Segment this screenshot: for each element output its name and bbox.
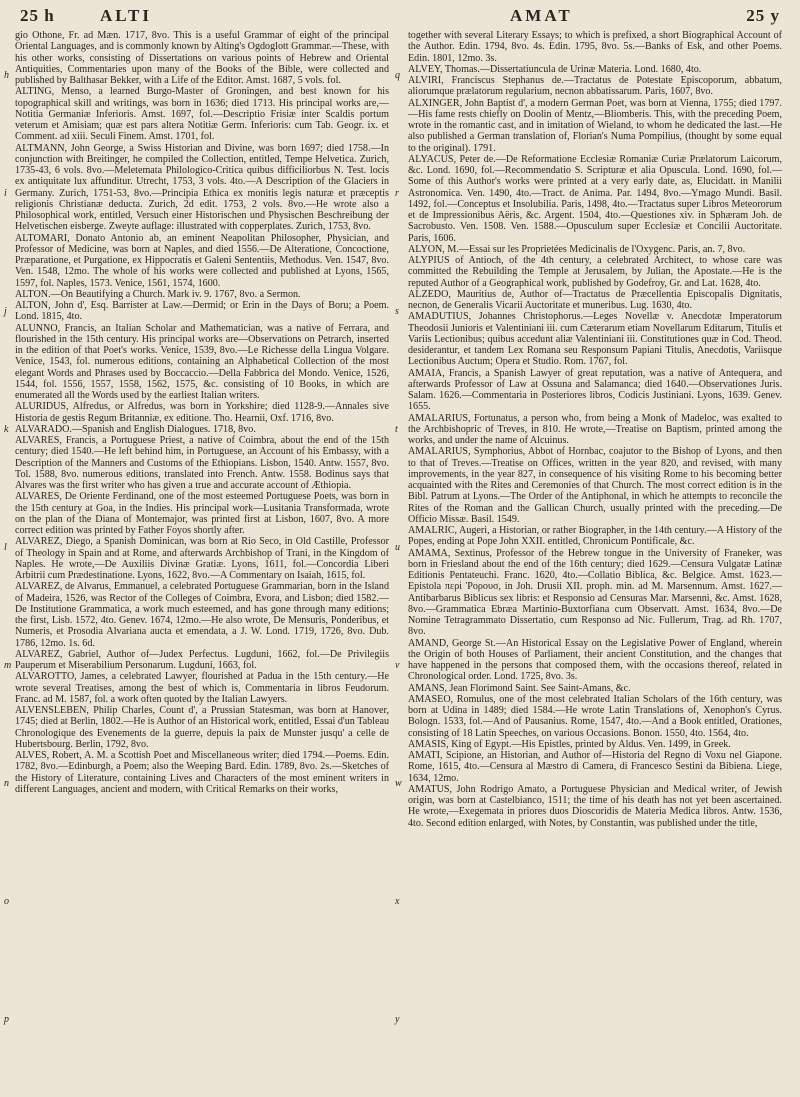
entry-paragraph: ALVARES, Francis, a Portuguese Priest, a native of Coimbra, about the end of the 15th century; died 1540.—He left behind him, in Portuguese, an Account of his Embassy, with a Description of the Manners and Customs of the Ethiopians. Lisbon, 1540. Antw. 1557, 8vo. Tol. 1588, 8vo. numerous editions, translated into French. Antw. 1558. Bodinus says that Alvares was the first writer who has given a true and accurate account of Æthiopia. [15,435,389,491]
entry-paragraph: AMANS, Jean Florimond Saint. See Saint-Amans, &c. [408,682,631,694]
entry-paragraph: ALTON.—On Beautifying a Church. Mark iv. 9. 1767, 8vo. a Sermon. [15,288,301,300]
left-margin-signature-letters [4,0,14,1097]
entry-paragraph: ALUNNO, Francis, an Italian Scholar and Mathematician, was a native of Ferrara, and flourished in the 15th century. His principal works are—Observations on Petrarch, inserted in the edition of that Poet's works. Venice, 1539, 8vo.—Le Richesse della Lingua Volgare. Venice, 1543, fol. numerous editions, containing an Alphabetical Collection of the most elegant Words and Phrases used by Boccaccio.—Della Fabbrica del Mondo. Venice, 1526, 1544, fol. 1556, 1557, 1558, 1562, 1575, &c. consisting of 10 Books, in which are enumerated all the Words used by the earliest Italian writers. [15,322,389,401]
margin-letter: h [4,70,9,81]
running-title-left: ALTI [100,6,153,25]
entry-paragraph: ALYPIUS of Antioch, of the 4th century, a celebrated Architect, to whose care was committed the Rebuilding the Temple at Jerusalem, by Julian, the Apostate.—He is the reputed Author of a Geographical work, published by Godefroy, Gr. and Lat. 1628, 4to. [408,255,782,289]
entry-paragraph: ALTOMARI, Donato Antonio ab, an eminent Neapolitan Philosopher, Physician, and Professor of Medicine, was born at Naples, and died 1556.—De Alteratione, Concoctione, Præparatione, et Purgatione, ex Hippocratis et Galeni Sententiis, Methodus. Ven. 1547, 8vo. Ven. 1548, 12mo. The whole of his works were collected and published at Lyons, 1565, 1597, fol. Naples, 1573. Venice, 1561, 1574, 1600. [15,232,389,289]
margin-letter: n [4,778,9,789]
entry-paragraph: ALVAREZ, Diego, a Spanish Dominican, was born at Rio Seco, in Old Castille, Professor of Theology in Spain and at Rome, and afterwards Archbishop of Trani, in the Kingdom of Naples. He wrote,—De Auxiliis Divinæ Gratiæ. Lyons, 1611, fol.—Concordia Liberi Arbitrii cum Prædestinatione. Lyons, 1622, 8vo.—A Commentary on Isaiah, 1615, fol. [15,536,389,581]
entry-paragraph: AMAND, George St.—An Historical Essay on the Legislative Power of England, wherein the Origin of both Houses of Parliament, their ancient Constitution, and the changes that have happened in the persons that composed them, with the occasions thereof, related in Chronological order. Lond. 1725, 8vo. 3s. [408,637,782,683]
margin-letter: m [4,660,12,671]
margin-letter: r [395,188,399,199]
entry-paragraph: ALVIRI, Franciscus Stephanus de.—Tractatus de Potestate Episcoporum, abbatum, aliorumque prælatorum regularium, necnon abbatissarum. Paris, 1607, 8vo. [408,75,782,98]
entry-paragraph: AMALARIUS, Fortunatus, a person who, from being a Monk of Madeloc, was exalted to the Archbishopric of Treves, in 810. He wrote,—Treatise on Baptism, printed among the works, and under the name of Alcuinus. [408,412,782,446]
margin-letter: s [395,306,399,317]
entry-paragraph: ALVAREZ, de Alvarus, Emmanuel, a celebrated Portuguese Grammarian, born in the Island of Madeira, 1526, was Rector of the Colleges of Coimbra, Evora, and Lisbon; died 1582.—De Institutione Grammatica, a work much esteemed, and has gone through many editions; the first, Lisb. 1572, 4to. Genev. 1674, 12mo.—He also wrote, De Mensuris, Ponderibus, et Numeris, et Prosodia Alvariana aucta et emendata, a J. W. Lond. 1719, 1726, 8vo. Dub. 1786, 12mo. 1s. 6d. [15,581,389,649]
entry-paragraph: ALTMANN, John George, a Swiss Historian and Divine, was born 1697; died 1758.—In conjunction with Breitinger, he compiled the Collection, entitled, Tempe Helvetica. Zurich, 1735-43, 6 vols. 8vo.—Meletemata Philologico-Critica quibus difficiliorbus N. Test. locis ex antiquitate lux affunditur. Utrecht, 1753, 3 vols. 4to.—A Description of the Glaciers in Germany. Zurich, 1751-53, 8vo.—Principia Ethica ex monitis legis naturæ et præceptis religionis Christianæ deducta. Zurich, 2d edit. 1753, 2 vols. 8vo.—He wrote also a Philosophical work, entitled, Versuch einer Historischen und Physischen Beschreibung der Helvetischen eisberge. Zweyte auflage: illustrated with copperplates. Zurich, 1753, 8vo. [15,142,389,233]
entry-paragraph: AMALARIUS, Symphorius, Abbot of Hornbac, coajutor to the Bishop of Lyons, and then to that of Treves.—Treatise on Offices, written in the year 820, and revised, with many improvements, in the year 827, in consequence of his visiting Rome to his becoming better acquainted with the Rites and Ceremonies of that Church. The most correct edition is in the Bibl. Patrum at Lyons.—The Order of the Antiphonal, in which he attempts to reconcile the Rites of the Roman and the Gallican Church, usually printed with the preceding.—De Officio Missæ. Basil. 1549. [408,446,782,525]
margin-letter: p [4,1014,9,1025]
entry-paragraph: AMALRIC, Augeri, a Historian, or rather Biographer, in the 14th century.—A History of the Popes, ending at Pope John XXII. entitled, Chronicum Pontificale, &c. [408,525,782,548]
page-number-left: 25 h [20,6,55,25]
entry-paragraph: ALYACUS, Peter de.—De Reformatione Ecclesiæ Romaniæ Curiæ Prælatorum Laicorum, &c. Lond. 1690, fol.—Recommendatio S. Scripturæ et alia Opuscula. Lond. 1690, fol.—Some of this Author's works were printed at a very early date, as, Elucidatt. in Manilii Astronomica. Ven. 1490, 4to.—Tract. de Anima. Par. 1494, 8vo.—Ymago Mundi. Basil. 1492, fol.—Conceptus et Insolubilia. Paris, 1498, 4to.—Tractatus super Libros Meteororum et de Impressionibus Aëris, &c. Argent. 1504, 4to.—Questiones xiv. in Sphæram Joh. de Sacrobusto. Ven. 1508. Ven. 1588.—Opusculum super Ecclesiæ et Concilii Auctoritate. Paris, 1606. [408,153,782,244]
entry-paragraph: ALVENSLEBEN, Philip Charles, Count d', a Prussian Statesman, was born at Hanover, 1745; died at Berlin, 1802.—He is Author of an Historical work, entitled, Essai d'un Tableau Chronologique des Evenements de la guerre, depuis la paix de Munster jusqu' a celle de Hubertsbourg. Berlin, 1792, 8vo. [15,705,389,750]
margin-letter: w [395,778,402,789]
entry-paragraph: ALYON, M.—Essai sur les Proprietées Medicinalis de l'Oxygenc. Paris, an. 7, 8vo. [408,243,746,255]
entry-paragraph: ALTON, John d', Esq. Barrister at Law.—Dermid; or Erin in the Days of Boru; a Poem. Lond. 1815, 4to. [15,300,389,323]
margin-letter: y [395,1014,400,1025]
entry-paragraph: gio Othone, Fr. ad Mæn. 1717, 8vo. This is a useful Grammar of eight of the principal Oriental Languages, and is commonly known by Alting's Ogdoglott Grammar.—These, with his other works, consisting of Dissertations on various points of Hebrew and Oriental Antiquities, Commentaries upon many of the Books of the Bible, were collected and published by Balthasar Bekker, with a Life of the Editor. Amst. 1687, 5 vols. fol. [15,30,389,86]
right-column [408,30,782,1090]
entry-paragraph: AMATUS, John Rodrigo Amato, a Portuguese Physician and Medical writer, of Jewish origin, was born at Castelbianco, 1511; the time of his death has not yet been ascertained. He wrote,—Exegemata in priores duos Dioscoridis de Materia Medica libros. Antw. 1536, 4to. Second edition enlarged, with Notes, by Constantin, was published under the title, [408,783,782,829]
right-margin-signature-letters [395,0,405,1097]
entry-paragraph: ALXINGER, John Baptist d', a modern German Poet, was born at Vienna, 1755; died 1797.—His fame rests chiefly on Doolin of Mentz,—Bliomberis. This, with the preceding Poem, wrote in the romantic cast, and in imitation of Wieland, to whom he dedicated the last.—He also published a German translation of, Florian's Numa Pompilius, (thought by some equal to the original). 1791. [408,97,782,154]
entry-paragraph: ALVARADO.—Spanish and English Dialogues. 1718, 8vo. [15,423,256,435]
margin-letter: t [395,424,398,435]
margin-letter: o [4,896,9,907]
margin-letter: j [4,306,7,317]
entry-paragraph: AMADUTIUS, Johannes Christophorus.—Leges Novellæ v. Anecdotæ Imperatorum Theodosii Junioris et Valentiniani iii. cum Cæterarum etiam Novellarum Editarum, Titulis et Variis Lectionibus; quibus accedunt aliæ Valentiniani iii. Constitutiones quæ in Cod. Theod. desiderantur, et tandem Lex Romana seu Responsum Papiani Titulis, Anecdotis, Variisque Lectionibus Auctum; Opera et Studio. Rom. 1767, fol. [408,311,782,368]
margin-letter: k [4,424,9,435]
entry-paragraph: AMATI, Scipione, an Historian, and Author of—Historia del Regno di Voxu nel Giapone. Rome, 1615, 4to.—Censura al Mæstro di Camera, di Francesco Sestini da Bibiena. Liege, 1634, 12mo. [408,750,782,784]
entry-paragraph: AMASIS, King of Egypt.—His Epistles, printed by Aldus. Ven. 1499, in Greek. [408,738,731,750]
margin-letter: x [395,896,400,907]
entry-paragraph: ALZEDO, Mauritius de, Author of—Tractatus de Præcellentia Episcopalis Dignitatis, necnon, de Generalis Vicarii Auctoritate et muneribus. Lug. 1630, 4to. [408,288,782,311]
page-number-right: 25 y [746,6,780,25]
entry-paragraph: ALTING, Menso, a learned Burgo-Master of Groningen, and best known for his topographical skill and writings, was born in 1636; died 1713. His principal works are,—Notitia Germaniæ Inferioris. Amst. 1697, fol.—Descriptio Frisiæ inter Scaldis portum veterum et Amisiam; quæ est pars altera Notitiæ Germ. Inferioris: cum Tab. Geogr. ix. et Comment. ad xiii. Seculi Finem. Amst. 1701, fol. [15,86,389,143]
margin-letter: l [4,542,7,553]
entry-paragraph: AMASEO, Romulus, one of the most celebrated Italian Scholars of the 16th century, was born at Udina in 1489; died 1584.—He wrote Latin Translations of, Xenophon's Cyrus. Bologn. 1533, fol.—And of Pausanius. Rome, 1547, 4to.—And a Book entitled, Orationes, consisting of 18 Latin Speeches, on various Occasions. Bonon. 1550, 4to. 1564, 4to. [408,693,782,739]
margin-letter: q [395,70,400,81]
entry-paragraph: ALVAROTTO, James, a celebrated Lawyer, flourished at Padua in the 15th century.—He wrote several Treatises, among the best of which is, Commentaria in libros Feudorum. Franc. ad M. 1587, fol. a work often quoted by the Italian Lawyers. [15,671,389,705]
running-title-right: AMAT [510,6,573,25]
entry-paragraph: ALVARES, De Oriente Ferdinand, one of the most esteemed Portuguese Poets, was born in the 15th century at Goa, in the Indies. His principal work—Lusitania Transformada, wrote on the plan of the Diana of Montemajor, was printed first at Lisbon, 1607, 8vo. A more correct edition was printed by Father Foyos shortly after. [15,491,389,536]
entry-paragraph: ALVAREZ, Gabriel, Author of—Judex Perfectus. Lugduni, 1662, fol.—De Privilegiis Pauperum et Miserabilium Personarum. Lugduni, 1663, fol. [15,648,389,671]
entry-paragraph: AMAMA, Sextinus, Professor of the Hebrew tongue in the University of Franeker, was born in Friesland about the end of the 16th century; died 1629.—Censura Vulgatæ Latinæ Editionis Pentateuchi. Franc. 1620, 4to.—Collatio Biblica, &c. Belgice. Amst. 1623.—Epistola περὶ Ῥορουσ, in Joh. Drusii XII. proph. min. ad M. Marsennum. Amst. 1627.—Antibarbarus Biblicus sex libris: et Responsio ad Censuras Mar. Marsenni, &c. Amst. 1628, 8vo.—Grammatica Ebræa Martinio-Buxtorfiana cum Observatt. Amst. 1634, 8vo.—De Nomine Tetragrammato Dissertatio, cum Responso ad Nic. Fullerum, Trag. ad Rh. 1707, 8vo. [408,547,782,638]
entry-paragraph: ALVEY, Thomas.—Dissertatiuncula de Urinæ Materia. Lond. 1680, 4to. [408,63,702,75]
margin-letter: v [395,660,400,671]
margin-letter: u [395,542,400,553]
entry-paragraph: ALURIDUS, Alfredus, or Alfredus, was born in Yorkshire; died 1128-9.—Annales sive Historia de gestis Regum Britanniæ, ex editione. Tho. Hearnii, Oxf. 1716, 8vo. [15,401,389,424]
entry-paragraph: ALVES, Robert, A. M. a Scottish Poet and Miscellaneous writer; died 1794.—Poems. Edin. 1782, 8vo.—Edinburgh, a Poem; also the Weeping Bard. Edin. 1789, 8vo. 2s.—Sketches of the History of Literature, containing Lives and Characters of the most eminent writers in different Languages, ancient and modern, with Critical Remarks on their works, [15,750,389,795]
entry-paragraph: AMAIA, Francis, a Spanish Lawyer of great reputation, was a native of Antequera, and afterwards Professor of Law at Ossuna and Salamanca; died 1640.—Observationes Juris. Salam. 1626.—Commentaria in Posteriores libros, Codicis Justiniani. Lyons, 1639. Genev. 1655. [408,367,782,413]
entry-paragraph: together with several Literary Essays; to which is prefixed, a short Biographical Account of the Author. Edin. 1794, 8vo. 4s. Edin. 1795, 8vo. 5s.—Banks of Esk, and other Poems. Edin. 1801, 12mo. 3s. [408,30,782,64]
left-column [15,30,389,1090]
margin-letter: i [4,188,7,199]
